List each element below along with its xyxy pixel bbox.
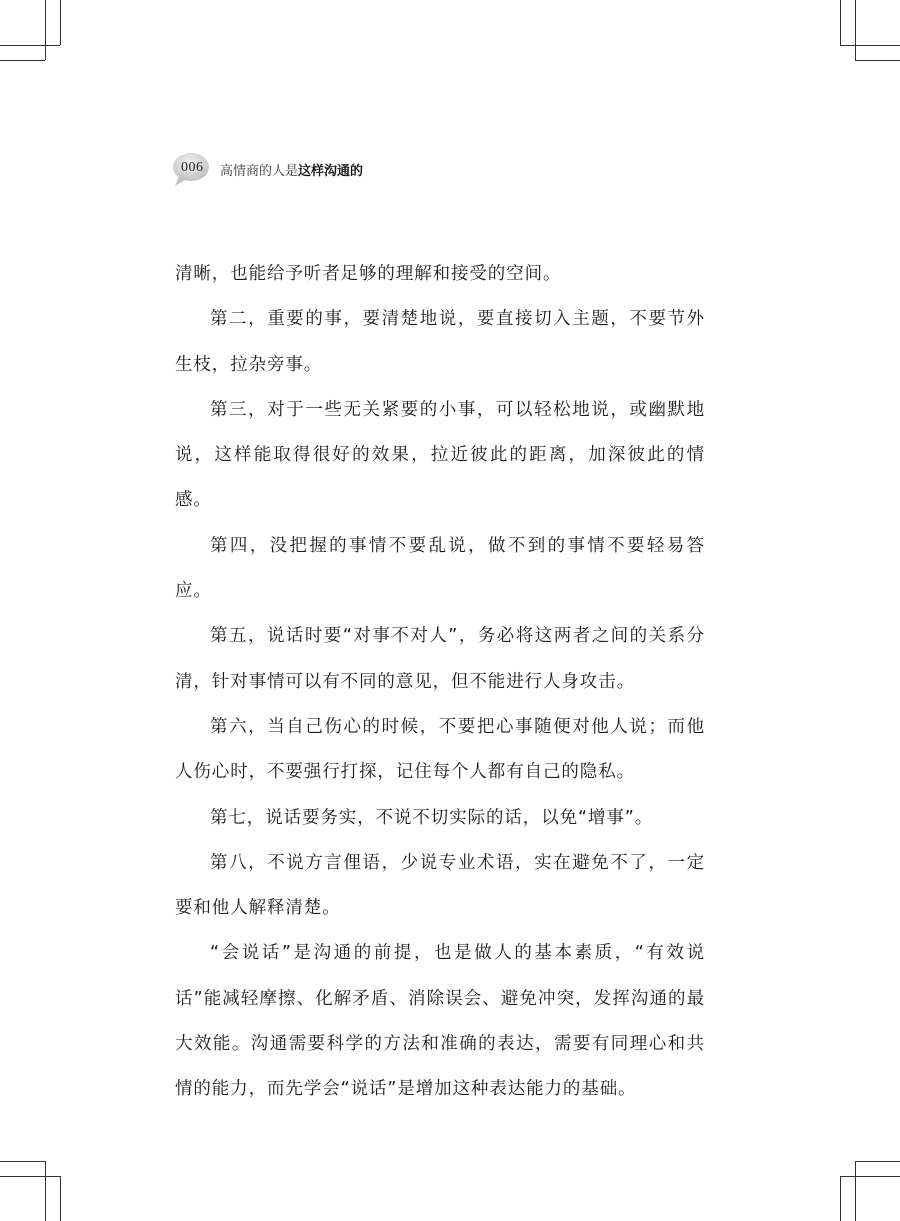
book-title <box>220 160 363 179</box>
page-number: 006 <box>181 160 204 175</box>
paragraph-third: 第三，对于一些无关紧要的小事，可以轻松地说，或幽默地说，这样能取得很好的效果，拉近彼此的距离，加深彼此的情感。 <box>175 399 705 511</box>
book-title-regular: 高情商的人是 <box>220 164 299 179</box>
book-title-bold: 这样沟通的 <box>298 164 364 179</box>
crop-mark-bottom-right-v2 <box>855 1161 856 1221</box>
crop-mark-top-left-v2 <box>45 0 46 60</box>
paragraph-conclusion: “会说话”是沟通的前提，也是做人的基本素质，“有效说话”能减轻摩擦、化解矛盾、消除误会、避免冲突，发挥沟通的最大效能。沟通需要科学的方法和准确的表达，需要有同理心和共情的能力，而先学会“说话”是增加这种表达能力的基础。 <box>175 943 705 1100</box>
paragraph-fourth: 第四，没把握的事情不要乱说，做不到的事情不要轻易答应。 <box>175 535 705 602</box>
running-head <box>172 150 472 190</box>
crop-mark-bottom-right-v <box>840 1176 841 1221</box>
paragraph-seventh: 第七，说话要务实，不说不切实际的话，以免“增事”。 <box>210 807 654 828</box>
crop-mark-top-right-h <box>840 45 900 46</box>
crop-mark-top-left-v <box>60 0 61 45</box>
crop-mark-bottom-right-h2 <box>855 1161 900 1162</box>
crop-mark-top-left-h2 <box>0 60 45 61</box>
crop-mark-bottom-left-v2 <box>45 1161 46 1221</box>
crop-mark-bottom-left-v <box>60 1176 61 1221</box>
crop-mark-top-right-h2 <box>855 60 900 61</box>
crop-mark-bottom-left-h2 <box>0 1161 45 1162</box>
paragraph-second: 第二，重要的事，要清楚地说，要直接切入主题，不要节外生枝，拉杂旁事。 <box>175 309 705 375</box>
crop-mark-top-left-h <box>0 45 60 46</box>
crop-mark-bottom-left-h <box>0 1176 60 1177</box>
paragraph-continued: 清晰，也能给予听者足够的理解和接受的空间。 <box>175 264 562 284</box>
paragraph-eighth: 第八，不说方言俚语，少说专业术语，实在避免不了，一定要和他人解释清楚。 <box>175 852 705 919</box>
crop-mark-bottom-right-h <box>840 1176 900 1177</box>
paragraph-sixth: 第六，当自己伤心的时候，不要把心事随便对他人说；而他人伤心时，不要强行打探，记住每个人都有自己的隐私。 <box>175 716 705 783</box>
body-text <box>175 252 705 1113</box>
crop-mark-top-right-v <box>840 0 841 45</box>
paragraph-fifth: 第五，说话时要“对事不对人”，务必将这两者之间的关系分清，针对事情可以有不同的意见，但不能进行人身攻击。 <box>175 626 705 692</box>
crop-mark-top-right-v2 <box>855 0 856 60</box>
